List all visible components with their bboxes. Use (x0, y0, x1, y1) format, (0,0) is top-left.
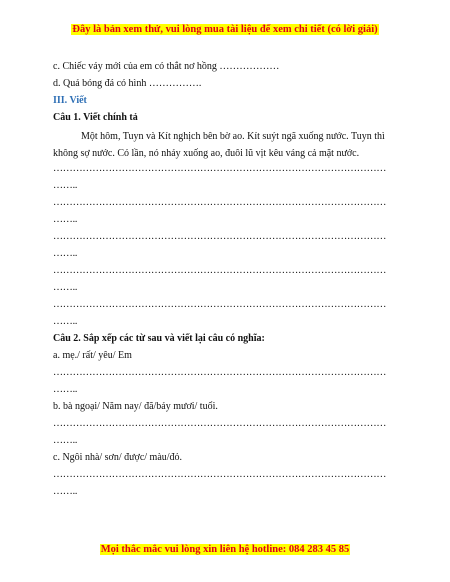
sentence-item-a: a. mẹ./ rất/ yêu/ Em (53, 350, 132, 361)
answer-line-end: …….. (53, 214, 78, 225)
answer-line: ………………………………………………………………………………………… (53, 265, 387, 276)
answer-line: ………………………………………………………………………………………… (53, 418, 387, 429)
dictation-paragraph: Một hôm, Tuyn và Kít nghịch bên bờ ao. Kít suýt ngã xuống nước. Tuyn thì không sợ nước. Có lần, nó nhảy xuống ao, đuôi lũ vịt kêu váng cả mặt nước. (53, 131, 385, 159)
answer-line-end: …….. (53, 180, 78, 191)
question-1-title: Câu 1. Viết chính tả (53, 112, 138, 123)
answer-line: ………………………………………………………………………………………… (53, 469, 387, 480)
answer-line: ………………………………………………………………………………………… (53, 197, 387, 208)
answer-line-end: …….. (53, 316, 78, 327)
answer-line: ………………………………………………………………………………………… (53, 367, 387, 378)
document-body (53, 60, 398, 502)
answer-line-end: …….. (53, 486, 78, 497)
answer-line-end: …….. (53, 248, 78, 259)
exercise-item-d: d. Quả bóng đá có hình ……………. (53, 78, 202, 89)
answer-line-end: …….. (53, 384, 78, 395)
preview-banner-text: Đây là bản xem thử, vui lòng mua tài liệu để xem chi tiết (có lời giải) (72, 24, 378, 35)
question-2-title: Câu 2. Sắp xếp các từ sau và viết lại câu có nghĩa: (53, 333, 265, 344)
sentence-item-b: b. bà ngoại/ Năm nay/ đã/bảy mươi/ tuổi. (53, 401, 218, 412)
sentence-item-c: c. Ngôi nhà/ sơn/ được/ màu/đỏ. (53, 452, 183, 463)
section-title: III. Viết (53, 95, 87, 106)
exercise-item-c: c. Chiếc váy mới của em có thắt nơ hồng ……………… (53, 61, 280, 72)
answer-line-end: …….. (53, 282, 78, 293)
answer-line: ………………………………………………………………………………………… (53, 299, 387, 310)
hotline-footer (0, 544, 450, 555)
answer-line: ………………………………………………………………………………………… (53, 163, 387, 174)
answer-line-end: …….. (53, 435, 78, 446)
hotline-footer-text: Mọi thắc mắc vui lòng xin liên hệ hotline: 084 283 45 85 (100, 544, 350, 555)
answer-line: ………………………………………………………………………………………… (53, 231, 387, 242)
preview-banner (0, 24, 450, 35)
